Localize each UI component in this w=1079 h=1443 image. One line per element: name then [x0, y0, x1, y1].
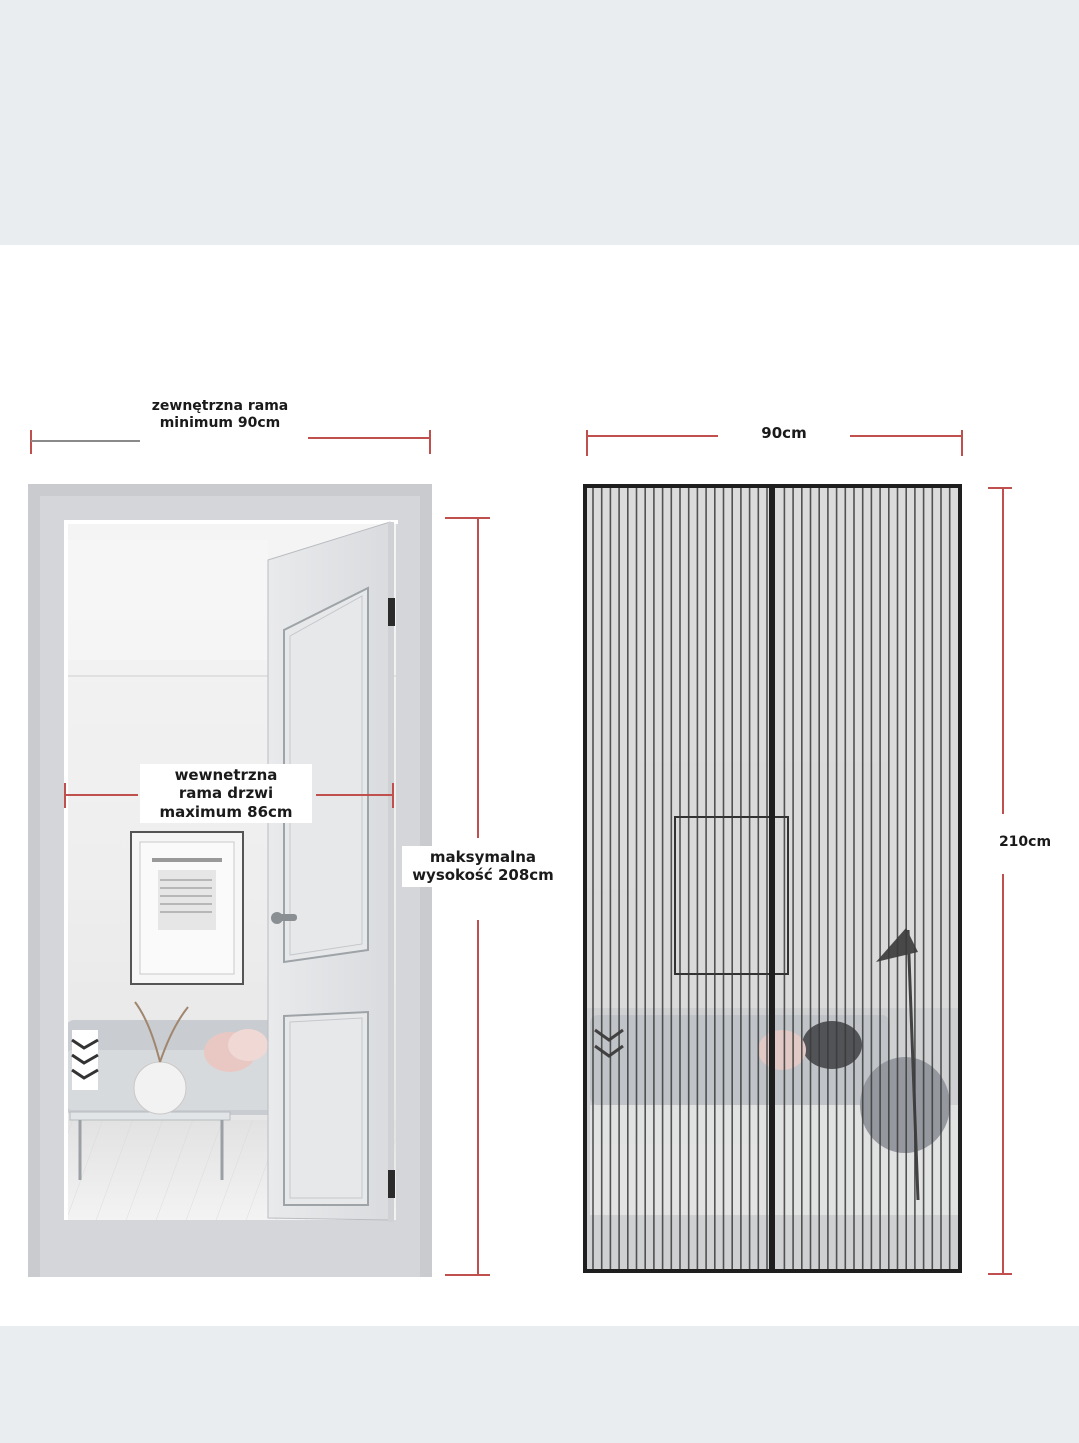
door-illustration [28, 484, 432, 1277]
screen-height-label: 210cm [998, 834, 1052, 850]
door-hinge-icon [388, 1170, 395, 1198]
door-leaf [268, 522, 394, 1222]
door-hinge-icon [388, 598, 395, 626]
max-height-label-line1: maksymalna [429, 848, 537, 866]
outer-frame-width-label-line2: minimum 90cm [159, 415, 281, 432]
outer-frame-width-label [125, 398, 315, 432]
mosquito-net-illustration [583, 484, 962, 1273]
inner-frame-width-label-line2: rama drzwi [178, 784, 274, 803]
wall-picture [131, 832, 243, 984]
screen-width-label: 90cm [761, 424, 807, 442]
inner-frame-width-label-line1: wewnetrzna [174, 766, 278, 784]
max-height-label-line2: wysokość 208cm [412, 866, 554, 885]
magnetic-seam-overlay [769, 484, 775, 1273]
inner-frame-width-label [140, 764, 312, 823]
max-height-label [402, 846, 564, 887]
inner-frame-width-label-line3: maximum 86cm [159, 802, 293, 821]
outer-frame-width-label-line1: zewnętrzna rama [151, 398, 289, 414]
